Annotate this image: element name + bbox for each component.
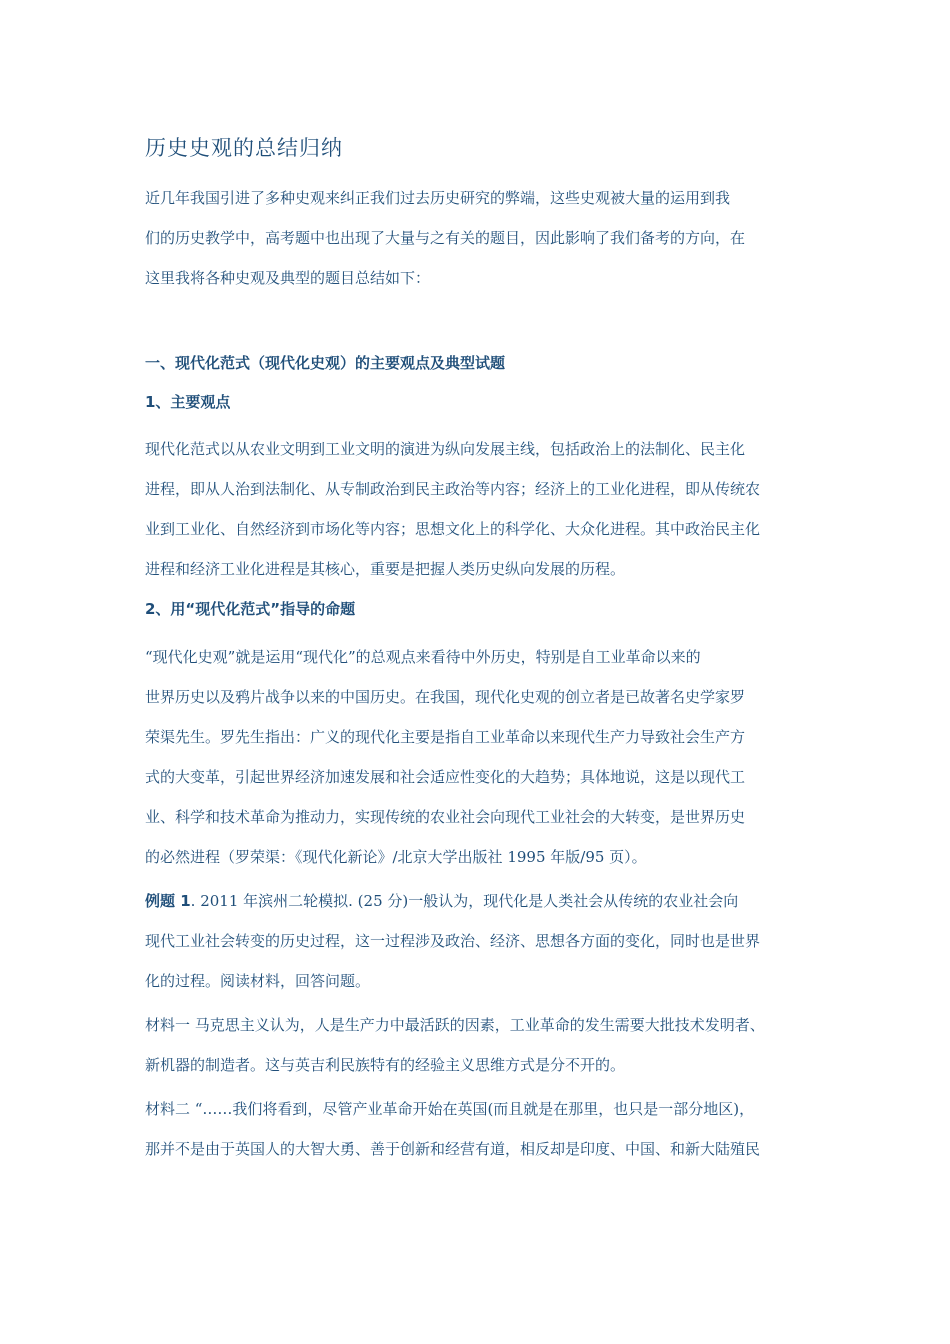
- intro-line: 近几年我国引进了多种史观来纠正我们过去历史研究的弊端，这些史观被大量的运用到我: [145, 189, 731, 207]
- paragraph-line: 的必然进程（罗荣渠：《现代化新论》/北京大学出版社 1995 年版/95 页）。: [145, 848, 647, 866]
- paragraph-line: 材料二 “……我们将看到，尽管产业革命开始在英国(而且就是在那里，也只是一部分地区)，: [145, 1100, 755, 1118]
- paragraph-line: 化的过程。阅读材料，回答问题。: [145, 972, 371, 990]
- material-1-paragraph: [145, 1005, 815, 1085]
- document-title: 历史史观的总结归纳: [145, 136, 343, 160]
- paragraph-line: 新机器的制造者。这与英吉利民族特有的经验主义思维方式是分不开的。: [145, 1056, 626, 1074]
- example-intro-text: . 2011 年滨州二轮模拟. (25 分)一般认为，现代化是人类社会从传统的农业社会向: [190, 892, 739, 910]
- subsection-heading-propositions: 2、用“现代化范式”指导的命题: [145, 600, 356, 618]
- intro-paragraph: [145, 178, 815, 298]
- paragraph-line: [145, 881, 815, 921]
- document-body: [145, 132, 815, 1173]
- paragraph-line: 式的大变革，引起世界经济加速发展和社会适应性变化的大趋势；具体地说，这是以现代工: [145, 768, 746, 786]
- paragraph-line: “现代化史观”就是运用“现代化”的总观点来看待中外历史，特别是自工业革命以来的: [145, 648, 701, 666]
- intro-line: 这里我将各种史观及典型的题目总结如下：: [145, 269, 431, 287]
- paragraph-line: 现代工业社会转变的历史过程，这一过程涉及政治、经济、思想各方面的变化，同时也是世界: [145, 932, 761, 950]
- subsection-heading-main-views: 1、主要观点: [145, 393, 231, 411]
- paragraph-line: 现代化范式以从农业文明到工业文明的演进为纵向发展主线，包括政治上的法制化、民主化: [145, 440, 746, 458]
- example-1-paragraph: [145, 881, 815, 1001]
- paragraph-line: 进程，即从人治到法制化、从专制政治到民主政治等内容；经济上的工业化进程，即从传统农: [145, 480, 761, 498]
- paragraph-line: 世界历史以及鸦片战争以来的中国历史。在我国，现代化史观的创立者是已故著名史学家罗: [145, 688, 746, 706]
- paragraph-line: 业、科学和技术革命为推动力，实现传统的农业社会向现代工业社会的大转变，是世界历史: [145, 808, 746, 826]
- paragraph-line: 业到工业化、自然经济到市场化等内容；思想文化上的科学化、大众化进程。其中政治民主化: [145, 520, 761, 538]
- paragraph-line: 进程和经济工业化进程是其核心，重要是把握人类历史纵向发展的历程。: [145, 560, 626, 578]
- paragraph-line: 那并不是由于英国人的大智大勇、善于创新和经营有道，相反却是印度、中国、和新大陆殖民: [145, 1140, 761, 1158]
- material-2-paragraph: [145, 1089, 815, 1169]
- section-heading: 一、现代化范式（现代化史观）的主要观点及典型试题: [145, 354, 506, 372]
- intro-line: 们的历史教学中，高考题中也出现了大量与之有关的题目，因此影响了我们备考的方向，在: [145, 229, 746, 247]
- example-label: 例题 1: [145, 892, 191, 910]
- paragraph-line: 材料一 马克思主义认为，人是生产力中最活跃的因素，工业革命的发生需要大批技术发明者、: [145, 1016, 765, 1034]
- propositions-paragraph: [145, 637, 815, 877]
- main-views-paragraph: [145, 429, 815, 589]
- paragraph-line: 荣渠先生。罗先生指出：广义的现代化主要是指自工业革命以来现代生产力导致社会生产方: [145, 728, 746, 746]
